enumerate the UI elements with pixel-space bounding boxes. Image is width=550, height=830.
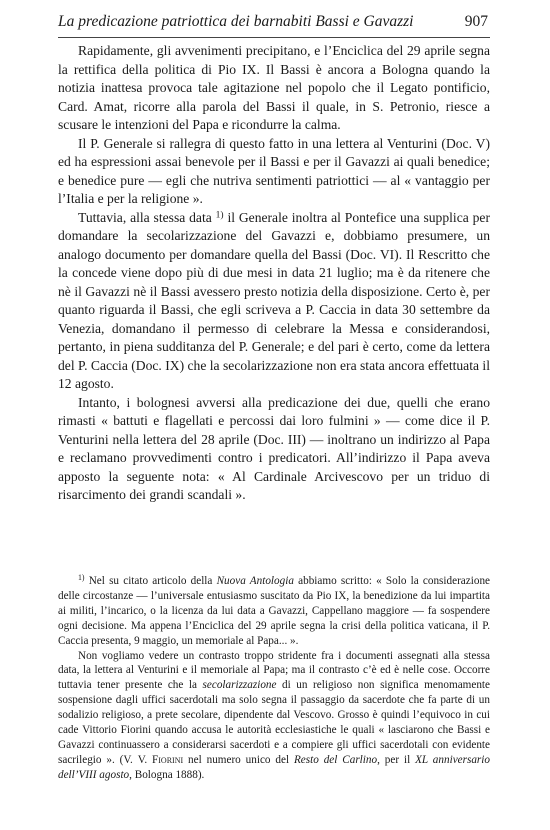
footnote-2	[58, 649, 490, 783]
newspaper-title: Resto del Carlino	[293, 753, 378, 766]
footnote-ref[interactable]: 1)	[215, 209, 224, 220]
paragraph-4: Intanto, i bolognesi avversi alla predicazione dei due, quelli che erano rimasti « battuti e flagellati e percossi dai loro fulmini » — come dice il P. Venturini nella lettera del 28 aprile (Doc. III) — inoltrano un indirizzo al Papa e reclamano provvedimenti contro i predicatori. All’indirizzo il Papa aveva apposto la seguente nota: « Al Cardinale Arcivescovo per un triduo di risarcimento dei grandi scandali ».	[58, 394, 490, 502]
page-number: 907	[464, 13, 488, 30]
footnote-2-text-cont3: , per il	[377, 753, 416, 766]
footnote-2-end: , Bologna 1888).	[129, 768, 205, 781]
paragraph-3-rest: il Generale inoltra al Pontefice una supplica per domandare la secolarizzazione del Gavazzi e, dobbiamo presumere, un analogo documento per domandare quella del Bassi (Doc. VI). Il Rescritto che la concede viene dopo più di due mesi in data 21 luglio; ma è da ritenere che nè il Gavazzi nè il Bassi avessero presto notizia della disposizione. Certo è, per quanto riguarda il Bassi, che egli scriveva a P. Caccia in data 30 settembre da Venezia, domandano il permesso di celebrare la Messa e considerandosi, pertanto, in piena sudditanza del P. Generale; e del pari è certo, come da lettera del P. Caccia (Doc. IX) che la secolarizzazione non era stata ancora effettuata il 12 agosto.	[58, 209, 490, 391]
journal-title: Nuova Antologia	[216, 575, 294, 587]
footnote-1-text: Nel su citato articolo della	[84, 575, 217, 587]
main-text	[58, 42, 490, 505]
footnotes	[58, 574, 490, 783]
footnote-2-text-cont: di un religioso non significa menomamente sospensione dagli uffici sacerdotali ma solo segna il passaggio da sacerdote che fa parte di un sodalizio religioso, a prete secolare, dipendente dal Vescovo. Grosso è quindi l’equivoco in cui cade Vittorio Fiorini quando accusa le autorità ecclesiastiche le quali « lasciarono che Bassi e Gavazzi continuassero a considerarsi sacerdoti e a compiere gli uffici sacerdotali con evidente sacrilegio ». (V.	[58, 679, 491, 766]
paragraph-3	[58, 209, 490, 394]
footnote-1	[58, 574, 490, 649]
term-secolarizzazione: secolarizzazione	[202, 679, 277, 692]
footnote-2-text-cont2: nel numero unico del	[183, 753, 294, 766]
footnote-1-quote: abbiamo scritto: « Solo la considerazione delle circostanze — l’universale entusiasmo suscitato da Pio IX, la benedizione da lui impartita ai militi, l’incarico, o la licenza da lui data a Gavazzi, Cappellano maggiore — fa sospendere ogni decisione. Ma appena l’Enciclica del 29 aprile segna la crisi della politica vaticana, il P. Caccia presenta, 9 maggio, un memoriale al Papa... ».	[58, 575, 490, 647]
running-header	[58, 13, 488, 31]
footnote-2-text: Non vogliamo vedere un contrasto troppo stridente fra i documenti assegnati alla stessa data, la lettera al Venturini e il memoriale al Papa; ma il contrasto c’è ed è nelle cose. Occorre tuttavia tener presente che la	[58, 649, 490, 692]
anniversary-title: XL anniversario dell’VIII agosto	[58, 753, 490, 781]
paragraph-2: Il P. Generale si rallegra di questo fatto in una lettera al Venturini (Doc. V) ed ha espressioni assai benevole per il Bassi e per il Gavazzi ai quali benedice; e benedice pure — egli che nutriva sentimenti patriottici — al « vantaggio per l’Italia e per la religione ».	[58, 135, 490, 206]
paragraph-3-start: Tuttavia, alla stessa data	[78, 209, 216, 225]
author-name: V. Fiorini	[137, 753, 184, 766]
running-title: La predicazione patriottica dei barnabiti Bassi e Gavazzi	[58, 13, 414, 30]
paragraph-1: Rapidamente, gli avvenimenti precipitano, e l’Enciclica del 29 aprile segna la rettifica della politica di Pio IX. Il Bassi è ancora a Bologna quando la notizia inattesa provoca tale agitazione nel popolo che il Legato pontificio, Card. Amat, ricorre alla parola del Bassi il quale, in S. Petronio, riesce a scusare le intenzioni del Papa e ricondurre la calma.	[58, 43, 490, 132]
footnote-1-marker: 1)	[78, 573, 85, 583]
header-rule	[58, 37, 490, 38]
